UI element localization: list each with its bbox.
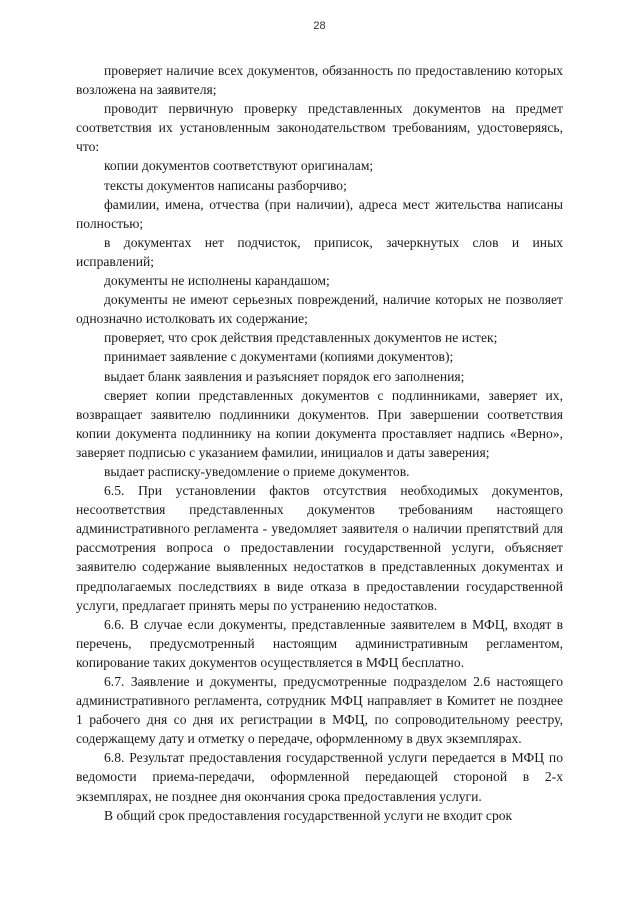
paragraph-6-7: 6.7. Заявление и документы, предусмотренные подразделом 2.6 настоящего административного регламента, сотрудник МФЦ направляет в Комитет не позднее 1 рабочего дня со дня их регистрации в МФЦ, по сопроводительному реестру, содержащему дату и отметку о передаче, оформленному в двух экземплярах.	[76, 674, 563, 747]
paragraph-6-5: 6.5. При установлении фактов отсутствия необходимых документов, несоответствия представленных документов требованиям настоящего административного регламента - уведомляет заявителя о наличии препятствий для рассмотрения вопроса о предоставлении государственной услуги, объясняет заявителю содержание выявленных недостатков в представленных документах и предполагаемых последствиях в виде отказа в предоставлении государственной услуги, предлагает принять меры по устранению недостатков.	[76, 483, 563, 613]
paragraph: в документах нет подчисток, приписок, зачеркнутых слов и иных исправлений;	[76, 234, 563, 269]
paragraph: документы не имеют серьезных повреждений, наличие которых не позволяет однозначно истолковать их содержание;	[76, 292, 563, 327]
paragraph: сверяет копии представленных документов с подлинниками, заверяет их, возвращает заявителю подлинники документов. При завершении соответствия копии документа подлиннику на копии документа проставляет надпись «Верно», заверяет подписью с указанием фамилии, инициалов и даты заверения;	[76, 387, 563, 460]
paragraph: выдает расписку-уведомление о приеме документов.	[104, 463, 410, 479]
paragraph: принимает заявление с документами (копиями документов);	[104, 349, 454, 365]
paragraph: документы не исполнены карандашом;	[104, 273, 330, 289]
paragraph: фамилии, имена, отчества (при наличии), адреса мест жительства написаны полностью;	[76, 196, 563, 231]
paragraph-6-6: 6.6. В случае если документы, представленные заявителем в МФЦ, входят в перечень, предусмотренный настоящим административным регламентом, копирование таких документов осуществляется в МФЦ бесплатно.	[76, 616, 563, 670]
paragraph: проверяет, что срок действия представленных документов не истек;	[104, 330, 498, 346]
paragraph-6-8: 6.8. Результат предоставления государственной услуги передается в МФЦ по ведомости приема-передачи, оформленной передающей стороной в 2-х экземплярах, не позднее дня окончания срока предоставления услуги.	[76, 750, 563, 804]
paragraph: проводит первичную проверку представленных документов на предмет соответствия их установленным законодательством требованиям, удостоверяясь, что:	[76, 101, 563, 155]
paragraph: В общий срок предоставления государственной услуги не входит срок	[104, 807, 513, 823]
page-number: 28	[313, 20, 326, 32]
paragraph: тексты документов написаны разборчиво;	[104, 177, 347, 193]
paragraph: копии документов соответствуют оригиналам;	[104, 158, 374, 174]
paragraph: проверяет наличие всех документов, обязанность по предоставлению которых возложена на заявителя;	[76, 63, 563, 98]
paragraph: выдает бланк заявления и разъясняет порядок его заполнения;	[104, 368, 465, 384]
body-text	[76, 61, 563, 825]
